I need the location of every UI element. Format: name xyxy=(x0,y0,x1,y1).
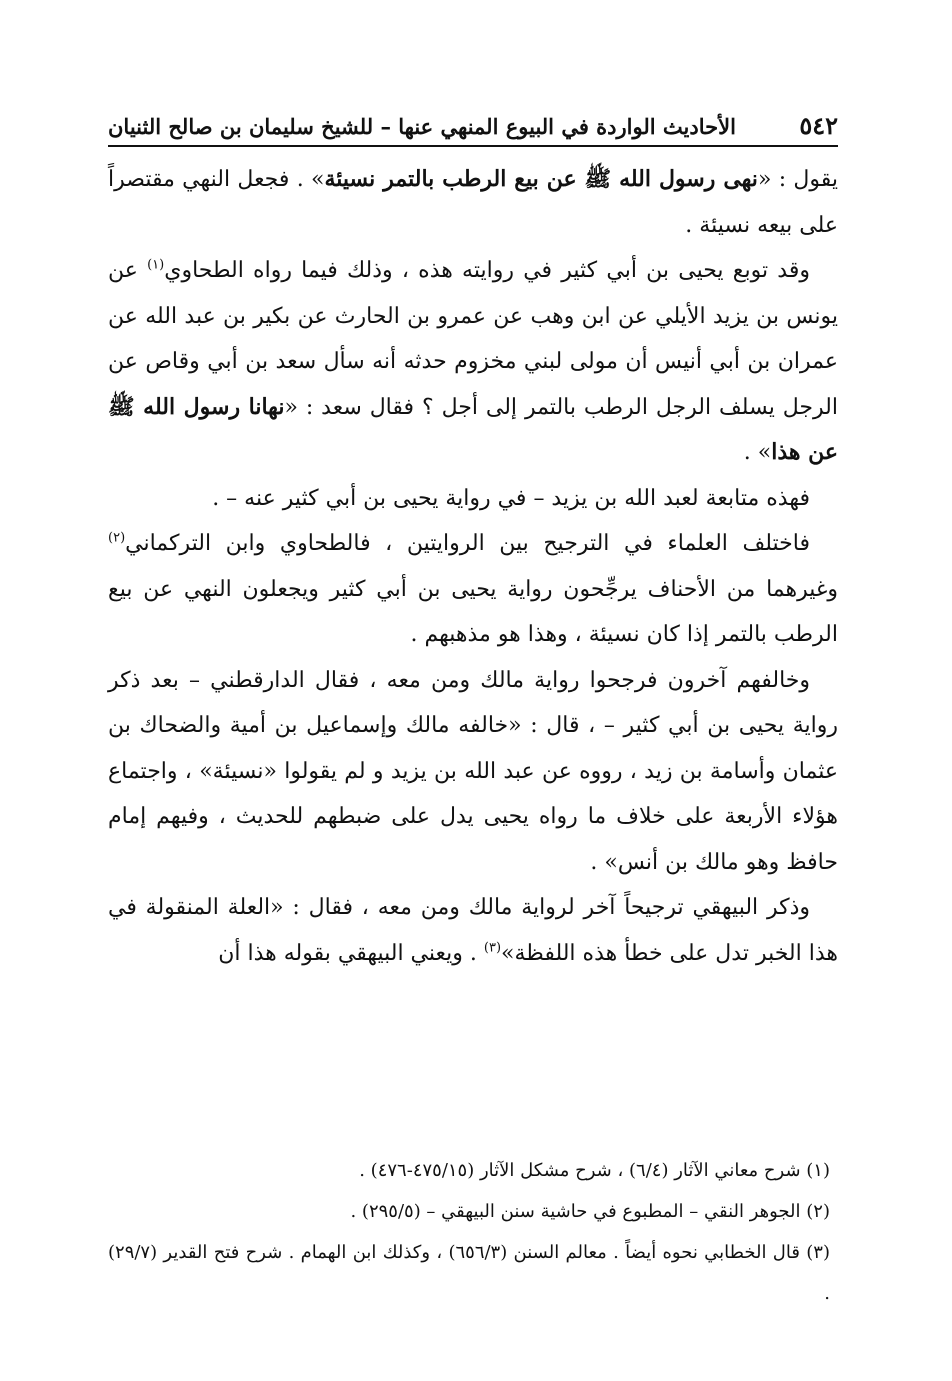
paragraph-6 xyxy=(108,885,838,976)
p4-text-a: فاختلف العلماء في الترجيح بين الروايتين ، فالطحاوي وابن التركماني xyxy=(125,531,810,556)
p1-text-a: يقول : « xyxy=(757,167,839,192)
page xyxy=(108,112,838,976)
p6-text-b: . ويعني البيهقي بقوله هذا أن xyxy=(218,940,484,966)
p4-text-b: وغيرهما من الأحناف يرجِّحون رواية يحيى بن أبي كثير ويجعلون النهي عن بيع الرطب بالتمر إذا كان نسيئة ، وهذا هو مذهبهم . xyxy=(108,576,838,647)
footnote-2: (٢) الجوهر النقي – المطبوع في حاشية سنن البيهقي – (٢٩٥/٥) . xyxy=(350,1201,830,1222)
page-number: ٥٤٢ xyxy=(799,111,838,140)
p2-text-a: وقد توبع يحيى بن أبي كثير في روايته هذه ، وذلك فيما رواه الطحاوي xyxy=(164,258,810,283)
paragraph-5: وخالفهم آخرون فرجحوا رواية مالك ومن معه ، فقال الدارقطني – بعد ذكر رواية يحيى بن أبي كثير – ، قال : «خالفه مالك وإسماعيل بن أمية والضحاك بن عثمان وأسامة بن زيد ، رووه عن عبد الله بن يزيد و لم يقولوا «نسيئة» ، واجتماع هؤلاء الأربعة على خلاف ما رواه يحيى يدل على ضبطهم للحديث ، وفيهم إمام حافظ وهو مالك بن أنس» . xyxy=(108,667,838,875)
p2-hadith-quote: نهانا رسول الله ﷺ عن هذا xyxy=(108,393,838,465)
footnote-ref-2: (٢) xyxy=(108,530,126,546)
running-header xyxy=(108,112,838,147)
footnote-3: (٣) قال الخطابي نحوه أيضاً . معالم السنن (٦٥٦/٣) ، وكذلك ابن الهمام . شرح فتح القدير (٢٩/٧) . xyxy=(108,1242,830,1304)
p2-text-b: عن يونس بن يزيد الأيلي عن ابن وهب عن عمرو بن الحارث عن بكير بن عبد الله عن عمران بن أبي أنيس أن مولى لبني مخزوم حدثه أنه سأل سعد بن أبي وقاص عن الرجل يسلف الرجل الرطب بالتمر إلى أجل ؟ فقال سعد : « xyxy=(108,258,838,420)
footnote-1: (١) شرح معاني الآثار (٦/٤) ، شرح مشكل الآثار (٤٧٥/١٥-٤٧٦) . xyxy=(359,1160,830,1181)
paragraph-2 xyxy=(108,248,838,476)
footnotes xyxy=(108,1150,838,1314)
running-title: الأحاديث الواردة في البيوع المنهي عنها – للشيخ سليمان بن صالح الثنيان xyxy=(108,114,736,139)
paragraph-1 xyxy=(108,157,838,248)
footnote-ref-1: (١) xyxy=(147,257,165,273)
main-text xyxy=(108,157,838,976)
p6-text-a: وذكر البيهقي ترجيحاً آخر لرواية مالك ومن معه ، فقال : «العلة المنقولة في هذا الخبر تدل على خطأ هذه اللفظة» xyxy=(108,895,838,966)
p1-text-c: » . فجعل النهي مقتصراً على بيعه نسيئة . xyxy=(108,167,838,238)
paragraph-4 xyxy=(108,521,838,658)
p2-text-d: » . xyxy=(743,440,772,465)
p1-hadith-quote: نهى رسول الله ﷺ عن بيع الرطب بالتمر نسيئة xyxy=(324,166,758,192)
footnote-ref-3: (٣) xyxy=(483,940,502,956)
paragraph-3: فهذه متابعة لعبد الله بن يزيد – في رواية يحيى بن أبي كثير عنه – . xyxy=(212,485,810,511)
